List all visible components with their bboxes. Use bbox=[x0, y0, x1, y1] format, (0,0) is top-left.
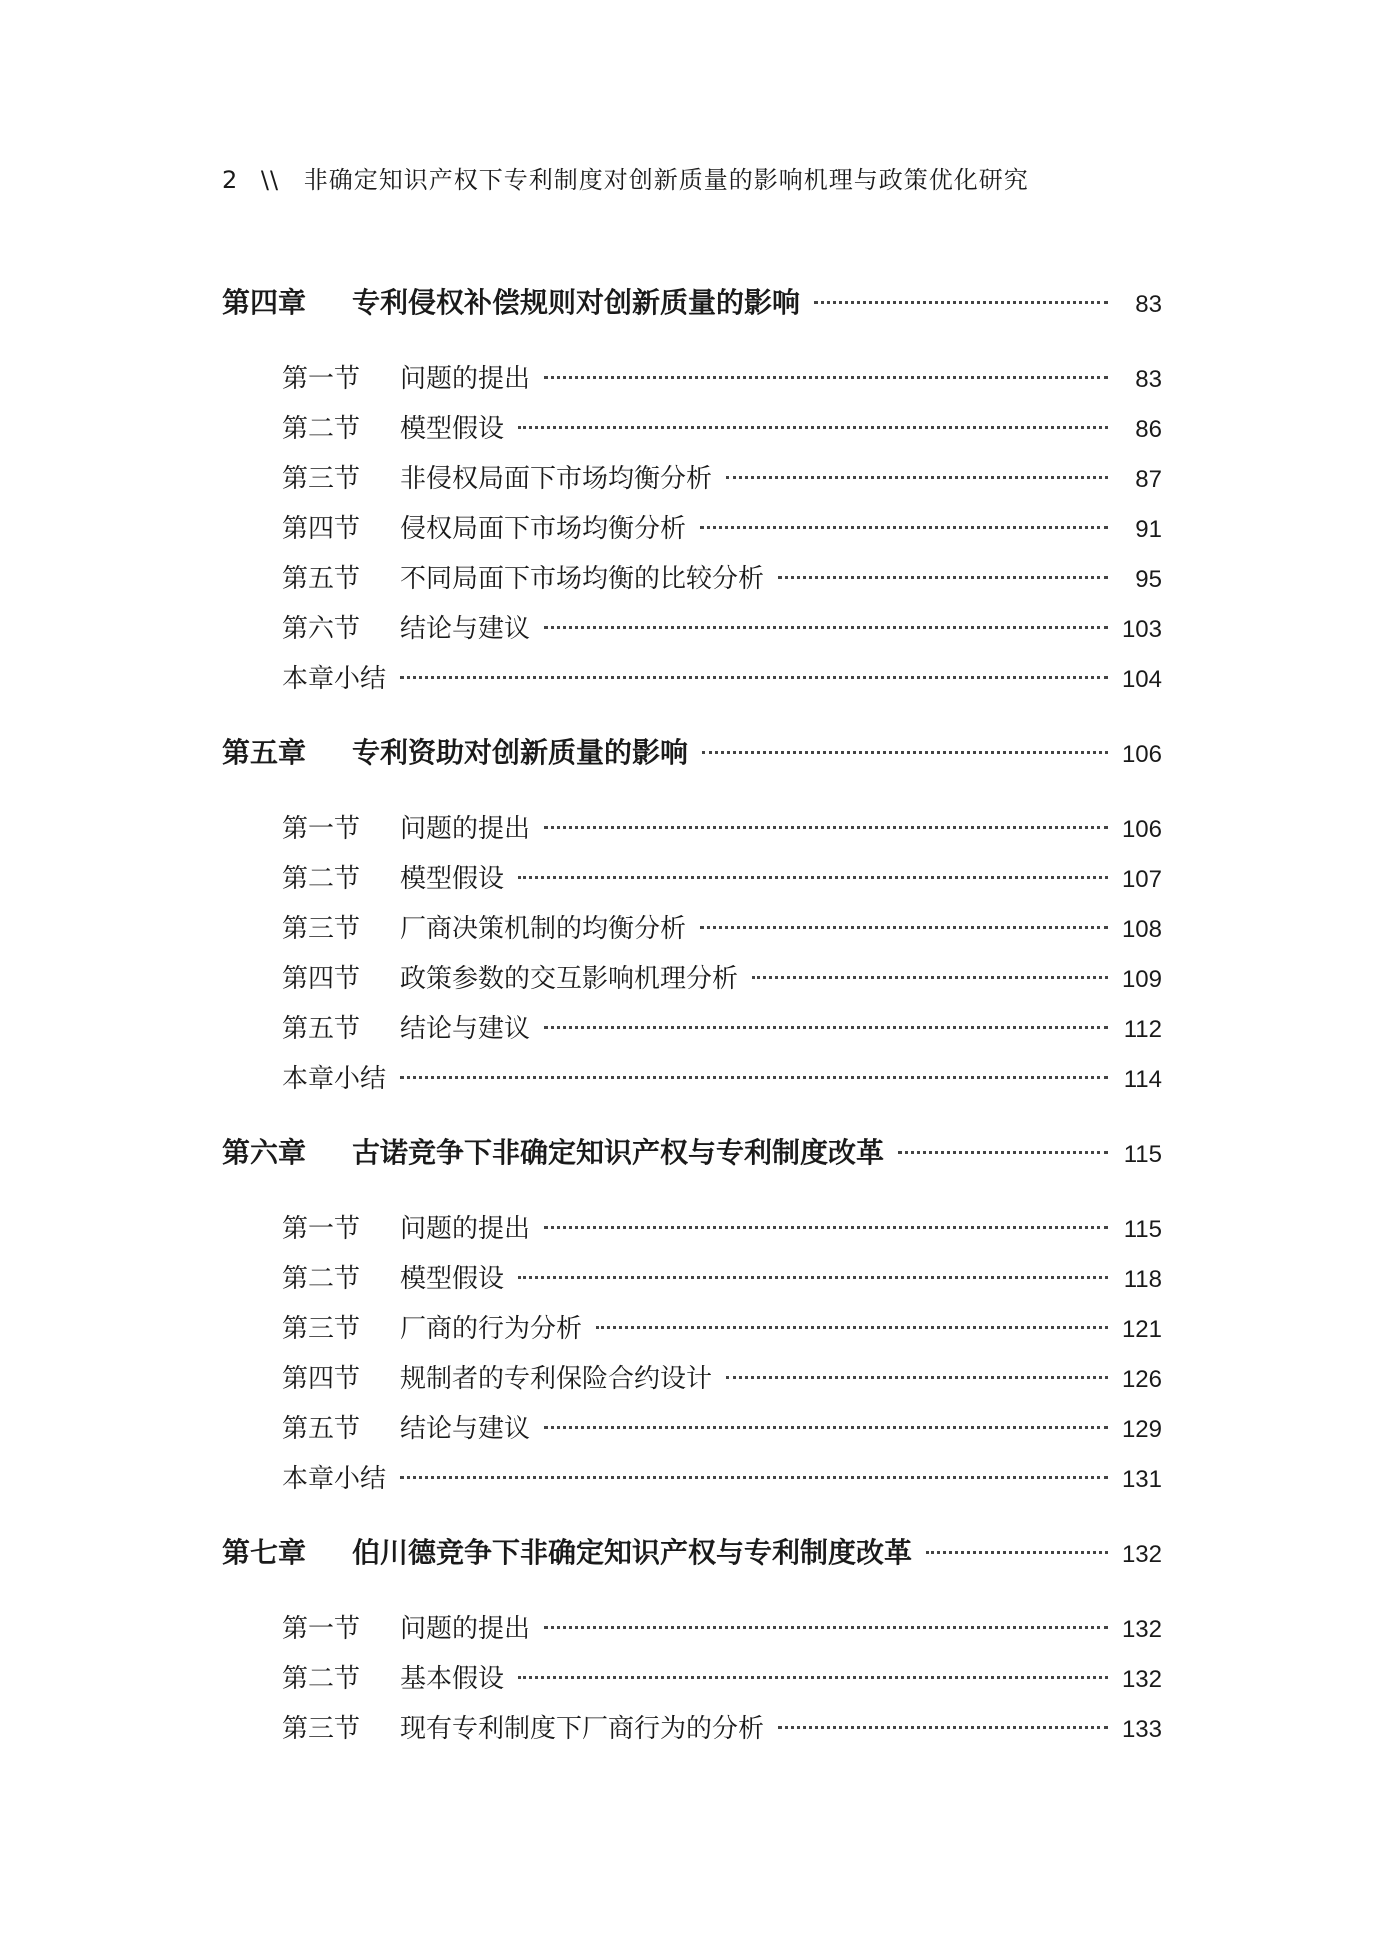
leader-dots bbox=[400, 676, 1108, 679]
section-title: 非侵权局面下市场均衡分析 bbox=[400, 464, 713, 494]
toc-section-entry bbox=[222, 604, 1162, 654]
section-page-number: 129 bbox=[1121, 1416, 1162, 1443]
toc-section-entry bbox=[222, 804, 1162, 854]
section-number: 第四节 bbox=[282, 964, 361, 994]
header-book-title: 非确定知识产权下专利制度对创新质量的影响机理与政策优化研究 bbox=[303, 166, 1029, 194]
toc-chapter bbox=[222, 728, 1162, 1104]
leader-dots bbox=[778, 576, 1108, 579]
leader-dots bbox=[726, 476, 1108, 479]
leader-dots bbox=[702, 751, 1108, 754]
toc-section-entry bbox=[222, 1404, 1162, 1454]
section-page-number: 83 bbox=[1135, 366, 1162, 393]
section-number: 第五节 bbox=[282, 1414, 361, 1444]
section-title: 模型假设 bbox=[400, 414, 505, 444]
toc-section-entry bbox=[222, 1604, 1162, 1654]
chapter-number: 第四章 bbox=[222, 286, 307, 319]
running-header bbox=[222, 160, 1029, 195]
toc-section-entry bbox=[222, 354, 1162, 404]
chapter-title: 专利资助对创新质量的影响 bbox=[352, 736, 689, 769]
toc-chapter bbox=[222, 1528, 1162, 1754]
section-title: 侵权局面下市场均衡分析 bbox=[400, 514, 687, 544]
toc-section-entry bbox=[222, 554, 1162, 604]
toc-chapter-entry bbox=[222, 278, 1162, 328]
leader-dots bbox=[518, 1276, 1108, 1279]
chapter-page-number: 115 bbox=[1123, 1141, 1162, 1168]
leader-dots bbox=[926, 1551, 1108, 1554]
chapter-number: 第七章 bbox=[222, 1536, 307, 1569]
section-page-number: 121 bbox=[1121, 1316, 1162, 1343]
section-number: 第二节 bbox=[282, 864, 361, 894]
leader-dots bbox=[544, 626, 1108, 629]
section-title: 本章小结 bbox=[282, 1064, 387, 1094]
toc-section-entry bbox=[222, 1654, 1162, 1704]
section-page-number: 91 bbox=[1135, 516, 1162, 543]
section-page-number: 132 bbox=[1121, 1666, 1162, 1693]
section-page-number: 126 bbox=[1121, 1366, 1162, 1393]
leader-dots bbox=[544, 1626, 1108, 1629]
section-page-number: 86 bbox=[1135, 416, 1162, 443]
section-title: 现有专利制度下厂商行为的分析 bbox=[400, 1714, 765, 1744]
section-number: 第二节 bbox=[282, 414, 361, 444]
section-page-number: 112 bbox=[1123, 1016, 1162, 1043]
section-page-number: 103 bbox=[1121, 616, 1162, 643]
toc-section-entry bbox=[222, 404, 1162, 454]
section-page-number: 132 bbox=[1121, 1616, 1162, 1643]
section-title: 本章小结 bbox=[282, 1464, 387, 1494]
section-number: 第一节 bbox=[282, 1614, 361, 1644]
section-number: 第五节 bbox=[282, 564, 361, 594]
leader-dots bbox=[596, 1326, 1108, 1329]
leader-dots bbox=[726, 1376, 1108, 1379]
leader-dots bbox=[700, 526, 1108, 529]
section-page-number: 131 bbox=[1121, 1466, 1162, 1493]
leader-dots bbox=[778, 1726, 1108, 1729]
section-page-number: 115 bbox=[1123, 1216, 1162, 1243]
leader-dots bbox=[898, 1151, 1108, 1154]
section-title: 厂商决策机制的均衡分析 bbox=[400, 914, 687, 944]
section-page-number: 95 bbox=[1135, 566, 1162, 593]
section-title: 厂商的行为分析 bbox=[400, 1314, 583, 1344]
section-number: 第一节 bbox=[282, 814, 361, 844]
leader-dots bbox=[752, 976, 1108, 979]
section-number: 第二节 bbox=[282, 1664, 361, 1694]
section-number: 第四节 bbox=[282, 514, 361, 544]
section-number: 第一节 bbox=[282, 364, 361, 394]
section-title: 模型假设 bbox=[400, 1264, 505, 1294]
section-page-number: 106 bbox=[1121, 816, 1162, 843]
toc-section-entry bbox=[222, 1204, 1162, 1254]
section-title: 规制者的专利保险合约设计 bbox=[400, 1364, 713, 1394]
section-number: 第三节 bbox=[282, 914, 361, 944]
leader-dots bbox=[544, 1426, 1108, 1429]
leader-dots bbox=[400, 1476, 1108, 1479]
chapter-title: 古诺竞争下非确定知识产权与专利制度改革 bbox=[352, 1136, 885, 1169]
section-title: 问题的提出 bbox=[400, 814, 531, 844]
section-title: 结论与建议 bbox=[400, 1014, 531, 1044]
chapter-page-number: 83 bbox=[1135, 291, 1162, 318]
leader-dots bbox=[518, 1676, 1108, 1679]
section-page-number: 104 bbox=[1121, 666, 1162, 693]
toc-chapter-entry bbox=[222, 1528, 1162, 1578]
leader-dots bbox=[814, 301, 1108, 304]
toc-section-entry bbox=[222, 1004, 1162, 1054]
section-title: 问题的提出 bbox=[400, 1214, 531, 1244]
chapter-title: 伯川德竞争下非确定知识产权与专利制度改革 bbox=[352, 1536, 913, 1569]
section-number: 第三节 bbox=[282, 1714, 361, 1744]
chapter-page-number: 132 bbox=[1121, 1541, 1162, 1568]
section-page-number: 108 bbox=[1121, 916, 1162, 943]
section-number: 第三节 bbox=[282, 464, 361, 494]
leader-dots bbox=[700, 926, 1108, 929]
section-title: 结论与建议 bbox=[400, 1414, 531, 1444]
toc-section-entry bbox=[222, 504, 1162, 554]
section-page-number: 133 bbox=[1121, 1716, 1162, 1743]
toc-chapter-entry bbox=[222, 728, 1162, 778]
toc-chapter-entry bbox=[222, 1128, 1162, 1178]
leader-dots bbox=[544, 826, 1108, 829]
section-title: 结论与建议 bbox=[400, 614, 531, 644]
leader-dots bbox=[518, 876, 1108, 879]
section-number: 第二节 bbox=[282, 1264, 361, 1294]
section-title: 模型假设 bbox=[400, 864, 505, 894]
section-title: 问题的提出 bbox=[400, 1614, 531, 1644]
leader-dots bbox=[400, 1076, 1108, 1079]
chapter-number: 第六章 bbox=[222, 1136, 307, 1169]
section-title: 本章小结 bbox=[282, 664, 387, 694]
toc-section-entry bbox=[222, 1354, 1162, 1404]
toc-section-entry bbox=[222, 1054, 1162, 1104]
section-number: 第六节 bbox=[282, 614, 361, 644]
section-number: 第五节 bbox=[282, 1014, 361, 1044]
section-page-number: 87 bbox=[1135, 466, 1162, 493]
toc-section-entry bbox=[222, 454, 1162, 504]
section-number: 第一节 bbox=[282, 1214, 361, 1244]
toc-section-entry bbox=[222, 654, 1162, 704]
section-title: 基本假设 bbox=[400, 1664, 505, 1694]
section-number: 第三节 bbox=[282, 1314, 361, 1344]
toc-section-entry bbox=[222, 904, 1162, 954]
toc-section-entry bbox=[222, 854, 1162, 904]
leader-dots bbox=[544, 1026, 1108, 1029]
toc-section-entry bbox=[222, 1254, 1162, 1304]
leader-dots bbox=[518, 426, 1108, 429]
section-title: 问题的提出 bbox=[400, 364, 531, 394]
section-page-number: 107 bbox=[1121, 866, 1162, 893]
chapter-number: 第五章 bbox=[222, 736, 307, 769]
section-number: 第四节 bbox=[282, 1364, 361, 1394]
toc-section-entry bbox=[222, 1304, 1162, 1354]
leader-dots bbox=[544, 376, 1108, 379]
header-page-number: 2 bbox=[222, 166, 239, 194]
leader-dots bbox=[544, 1226, 1108, 1229]
section-page-number: 118 bbox=[1123, 1266, 1162, 1293]
chapter-page-number: 106 bbox=[1121, 741, 1162, 768]
table-of-contents bbox=[222, 278, 1162, 1778]
header-separator: \\ bbox=[260, 166, 280, 194]
toc-section-entry bbox=[222, 1454, 1162, 1504]
section-title: 不同局面下市场均衡的比较分析 bbox=[400, 564, 765, 594]
section-title: 政策参数的交互影响机理分析 bbox=[400, 964, 739, 994]
section-page-number: 114 bbox=[1123, 1066, 1162, 1093]
toc-section-entry bbox=[222, 1704, 1162, 1754]
section-page-number: 109 bbox=[1121, 966, 1162, 993]
chapter-title: 专利侵权补偿规则对创新质量的影响 bbox=[352, 286, 801, 319]
toc-chapter bbox=[222, 278, 1162, 704]
toc-section-entry bbox=[222, 954, 1162, 1004]
toc-chapter bbox=[222, 1128, 1162, 1504]
